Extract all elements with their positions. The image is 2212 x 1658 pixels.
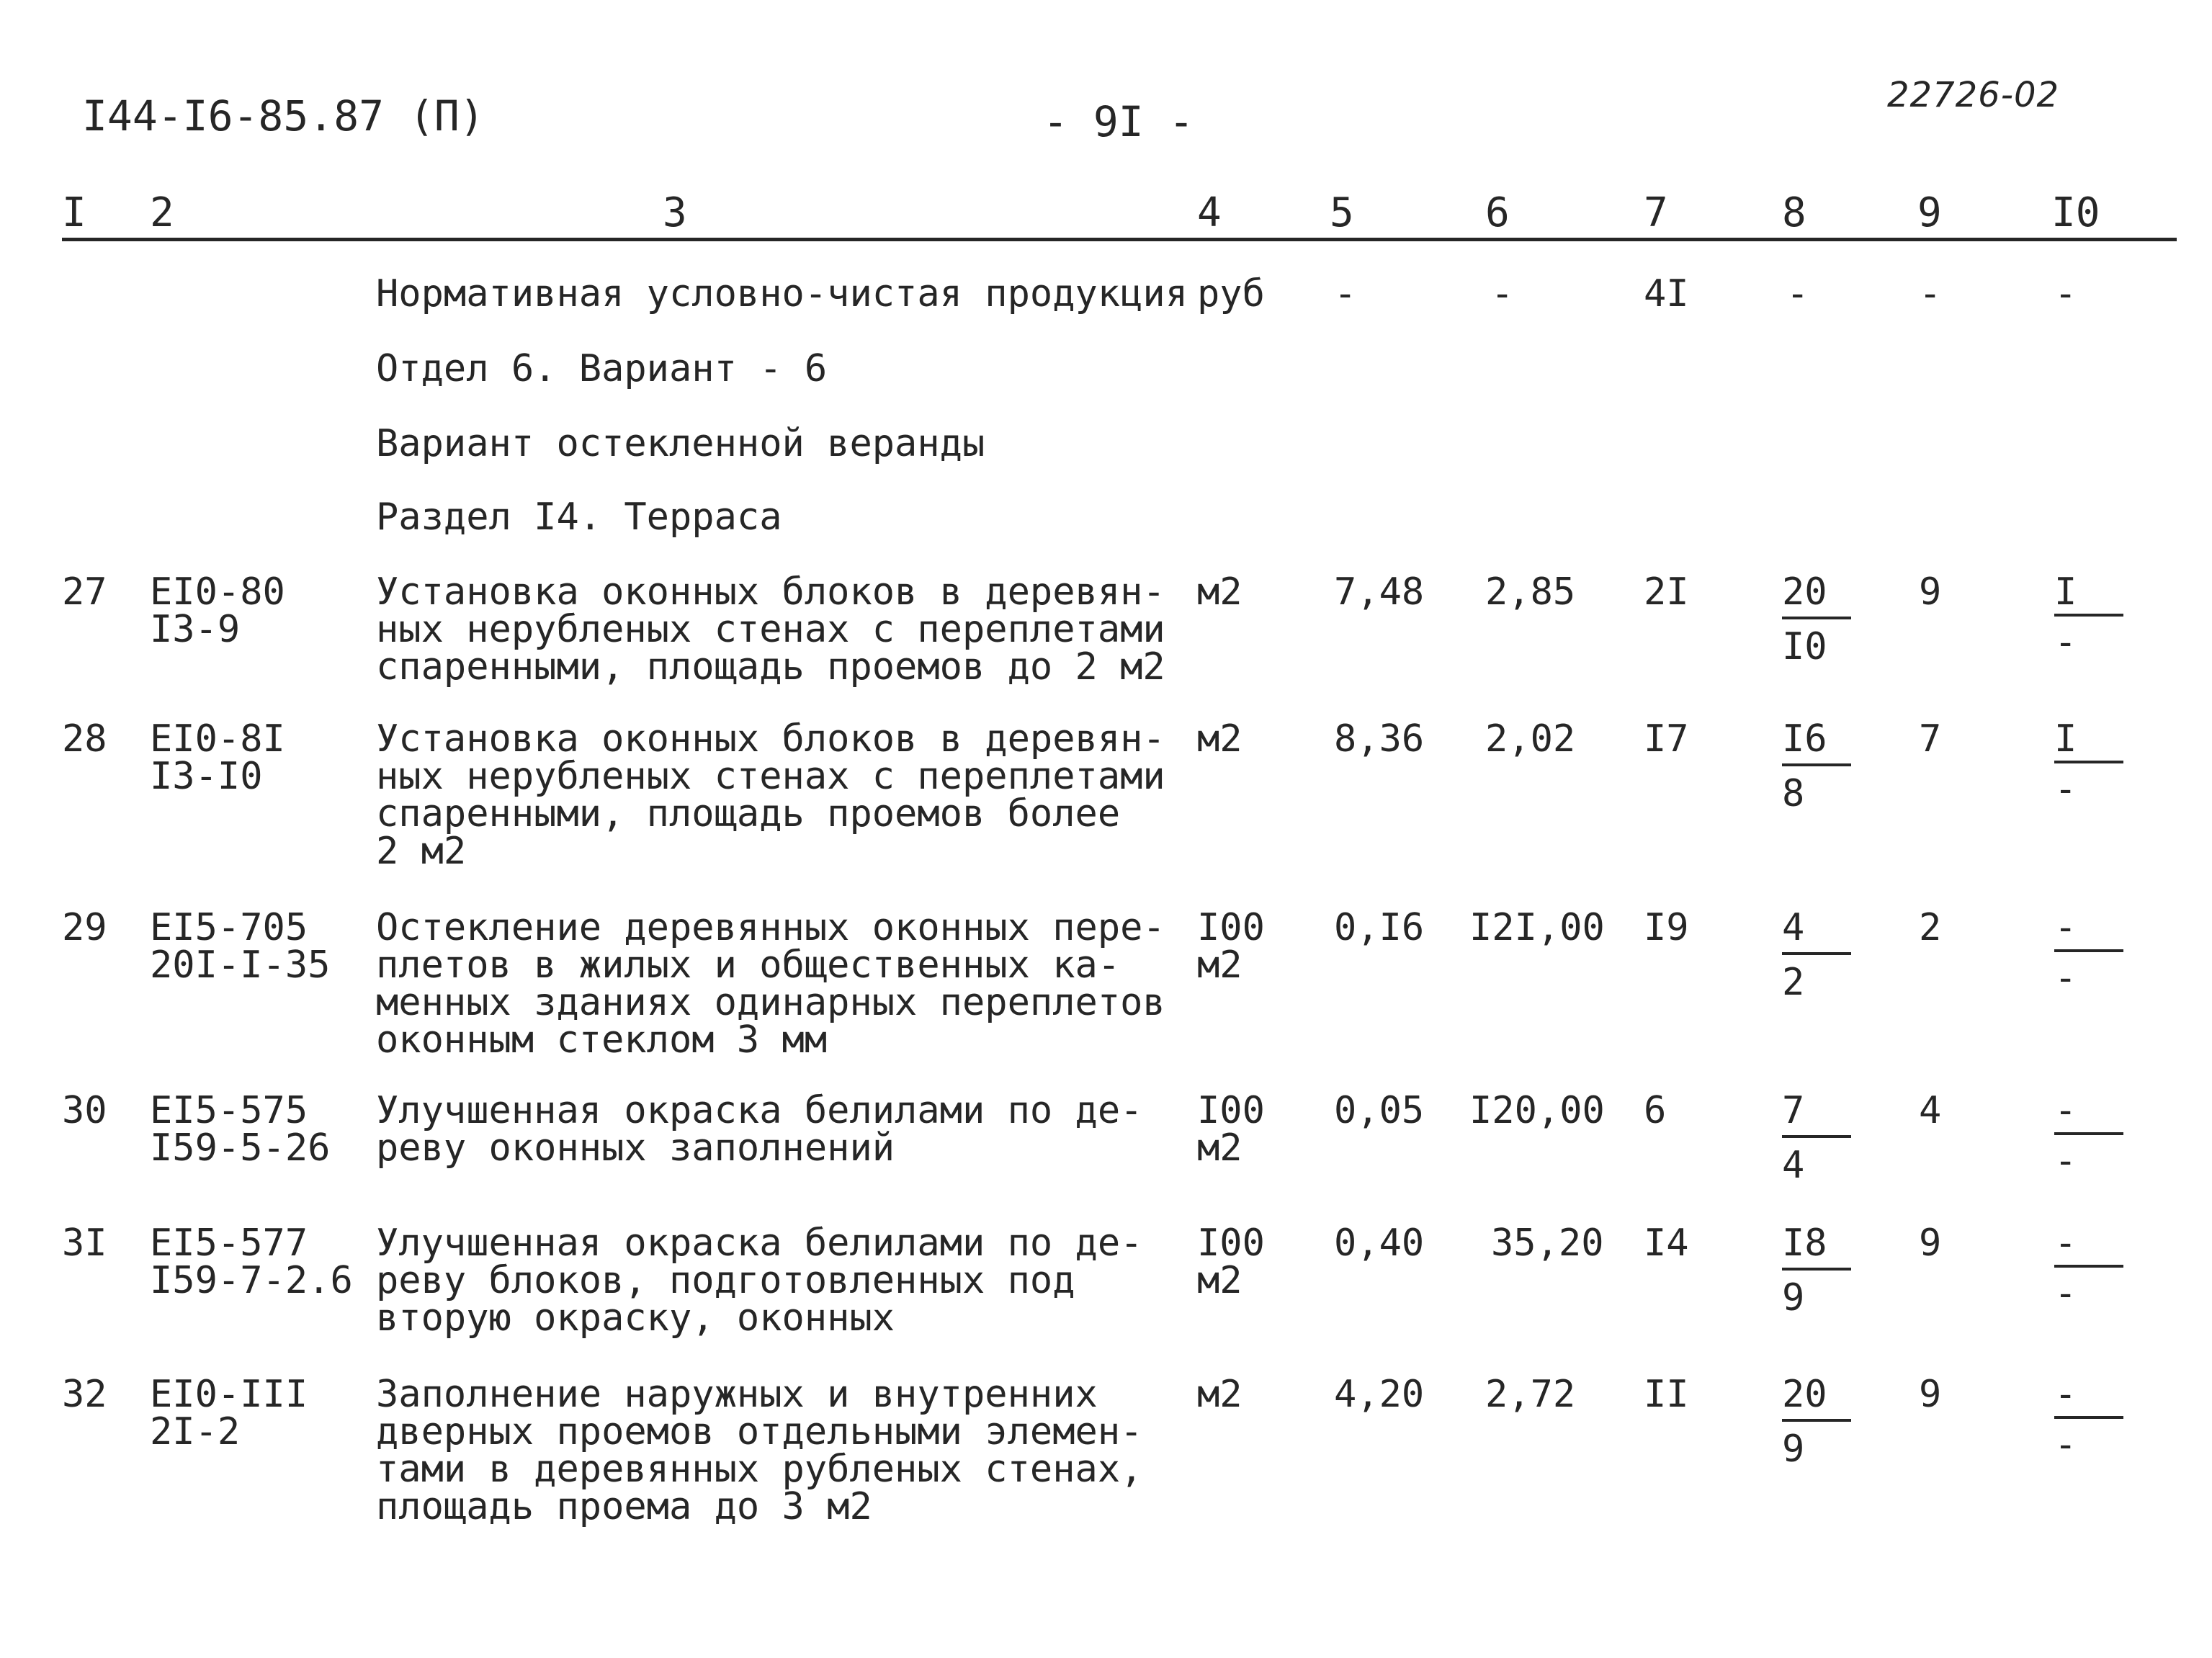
column-header-9: 9 [1917, 189, 1942, 236]
row-col10-top: - [2054, 1224, 2123, 1268]
row-description: Установка оконных блоков в деревян- ных нерубленых стенах с переплетами спаренными, площадь проемов до 2 м2 [376, 570, 1165, 689]
row-number: 27 [62, 570, 107, 614]
row-col8-bottom: 8 [1782, 772, 1805, 815]
row-col9: 9 [1919, 570, 1942, 614]
row-col9: 7 [1919, 717, 1942, 761]
razdel-heading: Раздел I4. Терраса [376, 496, 782, 539]
row-col8-top: 4 [1782, 909, 1851, 955]
row-col10-bottom: - [2054, 768, 2077, 811]
row-col6: 2,85 [1485, 570, 1576, 614]
row-code: EI5-575 I59-5-26 [150, 1089, 331, 1170]
row-col8-top: 20 [1782, 1376, 1851, 1422]
row-col7: 6 [1644, 1089, 1667, 1132]
row-col8-fraction [1782, 906, 1854, 1004]
row-col7: 2I [1644, 570, 1689, 614]
row-number: 29 [62, 906, 107, 949]
document-code: I44-I6-85.87 (П) [82, 91, 485, 140]
row-col6: I2I,00 [1469, 906, 1605, 949]
row-col9: 9 [1919, 1222, 1942, 1265]
row-unit: I00 м2 [1197, 906, 1265, 987]
row-col5: 4,20 [1334, 1373, 1425, 1416]
row-col10 [2054, 1089, 2123, 1183]
row-col5: 0,I6 [1334, 906, 1425, 949]
row-col8-fraction [1782, 1089, 1854, 1187]
row-description: Улучшенная окраска белилами по де- реву блоков, подготовленных под вторую окраску, оконных [376, 1222, 1143, 1340]
variant-heading: Вариант остекленной веранды [376, 422, 985, 465]
row-unit: м2 [1197, 570, 1242, 614]
row-description: Заполнение наружных и внутренних дверных проемов отдельными элемен- тами в деревянных рубленых стенах, площадь проема до 3 м2 [376, 1373, 1143, 1528]
row-col8-top: I6 [1782, 720, 1851, 766]
column-header-2: 2 [150, 189, 174, 236]
row-col10-top: I [2054, 720, 2123, 763]
row-col10-bottom: - [2054, 1139, 2077, 1183]
column-header-10: I0 [2051, 189, 2100, 236]
row-col10 [2054, 1373, 2123, 1466]
row-number: 28 [62, 717, 107, 761]
row-code: EI0-8I I3-I0 [150, 717, 285, 798]
row-number: 32 [62, 1373, 107, 1416]
row-col8-bottom: I0 [1782, 625, 1827, 668]
row-col6: 35,20 [1491, 1222, 1604, 1265]
row-col5: 0,40 [1334, 1222, 1425, 1265]
nucp-unit: руб [1197, 272, 1265, 315]
row-col8-bottom: 4 [1782, 1144, 1805, 1187]
nucp-col9: - [1919, 272, 1942, 315]
row-number: 30 [62, 1089, 107, 1132]
row-col10-bottom: - [2054, 956, 2077, 1000]
row-unit: I00 м2 [1197, 1222, 1265, 1302]
nucp-col10: - [2054, 272, 2077, 315]
row-col8-bottom: 2 [1782, 961, 1805, 1004]
row-col8-top: 20 [1782, 573, 1851, 619]
row-col10-bottom: - [2054, 1272, 2077, 1315]
nucp-col5: - [1334, 272, 1357, 315]
row-col6: I20,00 [1469, 1089, 1605, 1132]
row-col5: 8,36 [1334, 717, 1425, 761]
header-rule [62, 238, 2177, 241]
row-code: EI0-80 I3-9 [150, 570, 285, 651]
row-col7: II [1644, 1373, 1689, 1416]
row-description: Остекление деревянных оконных пере- плетов в жилых и общественных ка- менных зданиях одинарных переплетов оконным стеклом 3 мм [376, 906, 1165, 1062]
archive-stamp-number: 22726-02 [1887, 75, 2060, 115]
row-col6: 2,02 [1485, 717, 1576, 761]
row-col10 [2054, 1222, 2123, 1315]
page-number: - 9I - [1043, 97, 1194, 146]
row-col8-fraction [1782, 570, 1854, 668]
column-header-3: 3 [663, 189, 687, 236]
column-header-7: 7 [1644, 189, 1668, 236]
row-col8-fraction [1782, 1373, 1854, 1471]
nucp-col7: 4I [1644, 272, 1689, 315]
row-code: EI0-III 2I-2 [150, 1373, 308, 1453]
row-unit: м2 [1197, 1373, 1242, 1416]
row-col6: 2,72 [1485, 1373, 1576, 1416]
row-col7: I7 [1644, 717, 1689, 761]
row-unit: I00 м2 [1197, 1089, 1265, 1170]
row-col10 [2054, 717, 2123, 811]
row-code: EI5-577 I59-7-2.6 [150, 1222, 353, 1302]
nucp-col8: - [1786, 272, 1809, 315]
row-col8-top: I8 [1782, 1224, 1851, 1271]
row-col7: I4 [1644, 1222, 1689, 1265]
row-description: Улучшенная окраска белилами по де- реву оконных заполнений [376, 1089, 1143, 1170]
row-col9: 2 [1919, 906, 1942, 949]
row-col8-bottom: 9 [1782, 1276, 1805, 1319]
otdel-heading: Отдел 6. Вариант - 6 [376, 347, 828, 390]
row-number: 3I [62, 1222, 107, 1265]
column-header-4: 4 [1197, 189, 1222, 236]
column-header-1: I [62, 189, 86, 236]
row-col10 [2054, 570, 2123, 664]
column-header-5: 5 [1330, 189, 1354, 236]
column-header-8: 8 [1782, 189, 1806, 236]
row-col10-top: - [2054, 1092, 2123, 1135]
nucp-label: Нормативная условно-чистая продукция [376, 272, 1188, 315]
row-col9: 4 [1919, 1089, 1942, 1132]
row-col10-top: I [2054, 573, 2123, 617]
row-col8-bottom: 9 [1782, 1428, 1805, 1471]
column-header-6: 6 [1485, 189, 1510, 236]
row-col8-fraction [1782, 717, 1854, 815]
row-col10-bottom: - [2054, 1423, 2077, 1466]
row-col8-top: 7 [1782, 1092, 1851, 1138]
row-col10-bottom: - [2054, 621, 2077, 664]
row-col5: 7,48 [1334, 570, 1425, 614]
row-col5: 0,05 [1334, 1089, 1425, 1132]
row-col9: 9 [1919, 1373, 1942, 1416]
row-unit: м2 [1197, 717, 1242, 761]
nucp-col6: - [1491, 272, 1514, 315]
row-col10 [2054, 906, 2123, 1000]
row-col7: I9 [1644, 906, 1689, 949]
row-col10-top: - [2054, 1376, 2123, 1419]
row-description: Установка оконных блоков в деревян- ных нерубленых стенах с переплетами спаренными, площадь проемов более 2 м2 [376, 717, 1165, 873]
row-col10-top: - [2054, 909, 2123, 952]
row-col8-fraction [1782, 1224, 1854, 1317]
row-code: EI5-705 20I-I-35 [150, 906, 331, 987]
